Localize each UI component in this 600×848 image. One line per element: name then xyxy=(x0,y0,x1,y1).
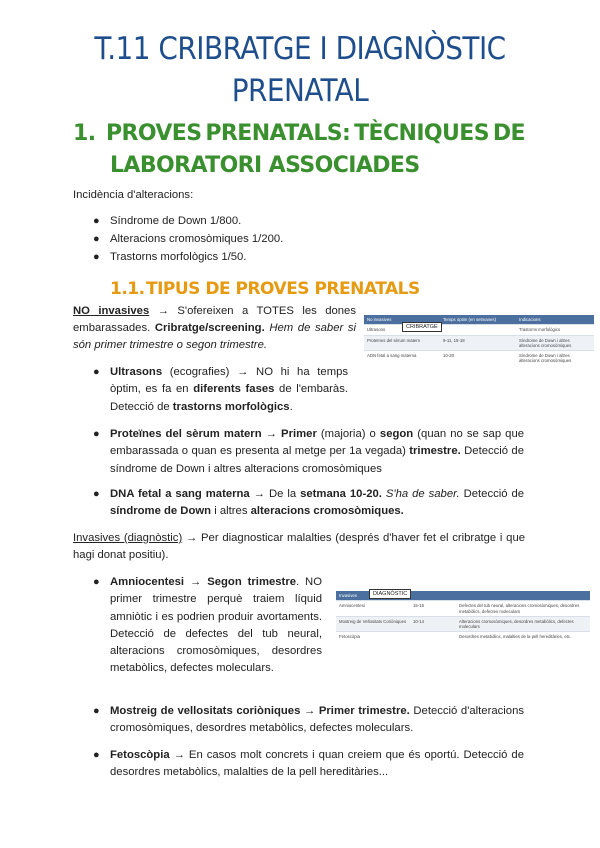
table-header: Indicacions xyxy=(516,315,594,325)
diagnostic-tag: DIAGNÒSTIC xyxy=(369,589,411,599)
table-header xyxy=(410,591,456,601)
arrow-icon: → xyxy=(253,488,265,500)
heading-word: TÈCNIQUES xyxy=(354,121,489,146)
table-row: Fetoscòpia Desordres metabòlics, malalties de la pell hereditàries, etc. xyxy=(336,632,590,642)
title-line-2: PRENATAL xyxy=(231,73,369,109)
section-number: 1.1. xyxy=(110,279,145,299)
page-title xyxy=(60,28,540,112)
incidence-label: Incidència d'alteracions: xyxy=(73,189,194,201)
bullet-icon: ● xyxy=(93,749,100,761)
no-invasive-paragraph: NO invasives → S'ofereixen a TOTES les dones embarassades. Cribratge/screening. Hem de saber si són primer trimestre o segon trimestre. xyxy=(73,305,356,351)
arrow-icon: → xyxy=(303,705,316,717)
arrow-icon: → xyxy=(157,305,169,317)
arrow-icon: → xyxy=(265,428,277,440)
table-row: Proteïnes del sèrum matern 9-11, 15-18 Síndrome de Down i altres alteracions cromosòmiques xyxy=(364,335,594,351)
bullet-icon: ● xyxy=(93,251,100,263)
table-row: ADN fetal a sang materna 10-20 Síndrome de Down i altres alteracions cromosòmiques xyxy=(364,351,594,366)
bullet-icon: ● xyxy=(93,576,100,588)
invasive-label: Invasives (diagnòstic) xyxy=(73,532,183,544)
heading-word: PRENATALS: xyxy=(205,121,351,146)
table-header: Temps òptim (en setmanes) xyxy=(440,315,516,325)
arrow-icon: → xyxy=(173,749,185,761)
arrow-icon: → xyxy=(185,532,198,544)
bullet-icon: ● xyxy=(93,366,100,378)
table-row: Amniocentesi 15-16 Defectes del tub neural, alteracions cromosòmiques, desordres metabòlics, defectes moleculars xyxy=(336,601,590,617)
bullet-icon: ● xyxy=(93,705,100,717)
invasive-paragraph: Invasives (diagnòstic) → Per diagnosticar malalties (després d'haver fet el cribratge i que hagi donat positiu). xyxy=(73,532,526,561)
heading-word: DE xyxy=(492,121,525,146)
table-row: Ultrasons Trastorns morfològics xyxy=(364,325,594,335)
table-header: Invasives xyxy=(336,591,410,601)
arrow-icon: → xyxy=(190,576,202,588)
section-heading-1-1 xyxy=(110,278,420,300)
no-invasive-label: NO invasives xyxy=(73,305,150,317)
section-heading-1 xyxy=(73,118,525,182)
arrow-icon: → xyxy=(237,366,249,378)
heading-line-2: LABORATORI ASSOCIADES xyxy=(110,153,420,178)
section-number: 1. xyxy=(73,121,96,146)
title-line-1: T.11 CRIBRATGE I DIAGNÒSTIC xyxy=(94,31,506,67)
heading-word: PROVES xyxy=(106,121,202,146)
table-header: No invasives xyxy=(364,315,440,325)
bullet-icon: ● xyxy=(93,233,100,245)
section-title: TIPUS DE PROVES PRENATALS xyxy=(146,279,420,299)
screening-table xyxy=(364,315,594,366)
table-header xyxy=(456,591,590,601)
screening-tag: CRIBRATGE xyxy=(402,322,442,332)
table-row: Mostreig de Vellositats Coriòniques 10-14 Alteracions cromosòmiques, desordres metabòlics, defectes moleculars xyxy=(336,616,590,632)
bullet-icon: ● xyxy=(93,428,100,440)
bullet-icon: ● xyxy=(93,488,100,500)
bullet-icon: ● xyxy=(93,215,100,227)
